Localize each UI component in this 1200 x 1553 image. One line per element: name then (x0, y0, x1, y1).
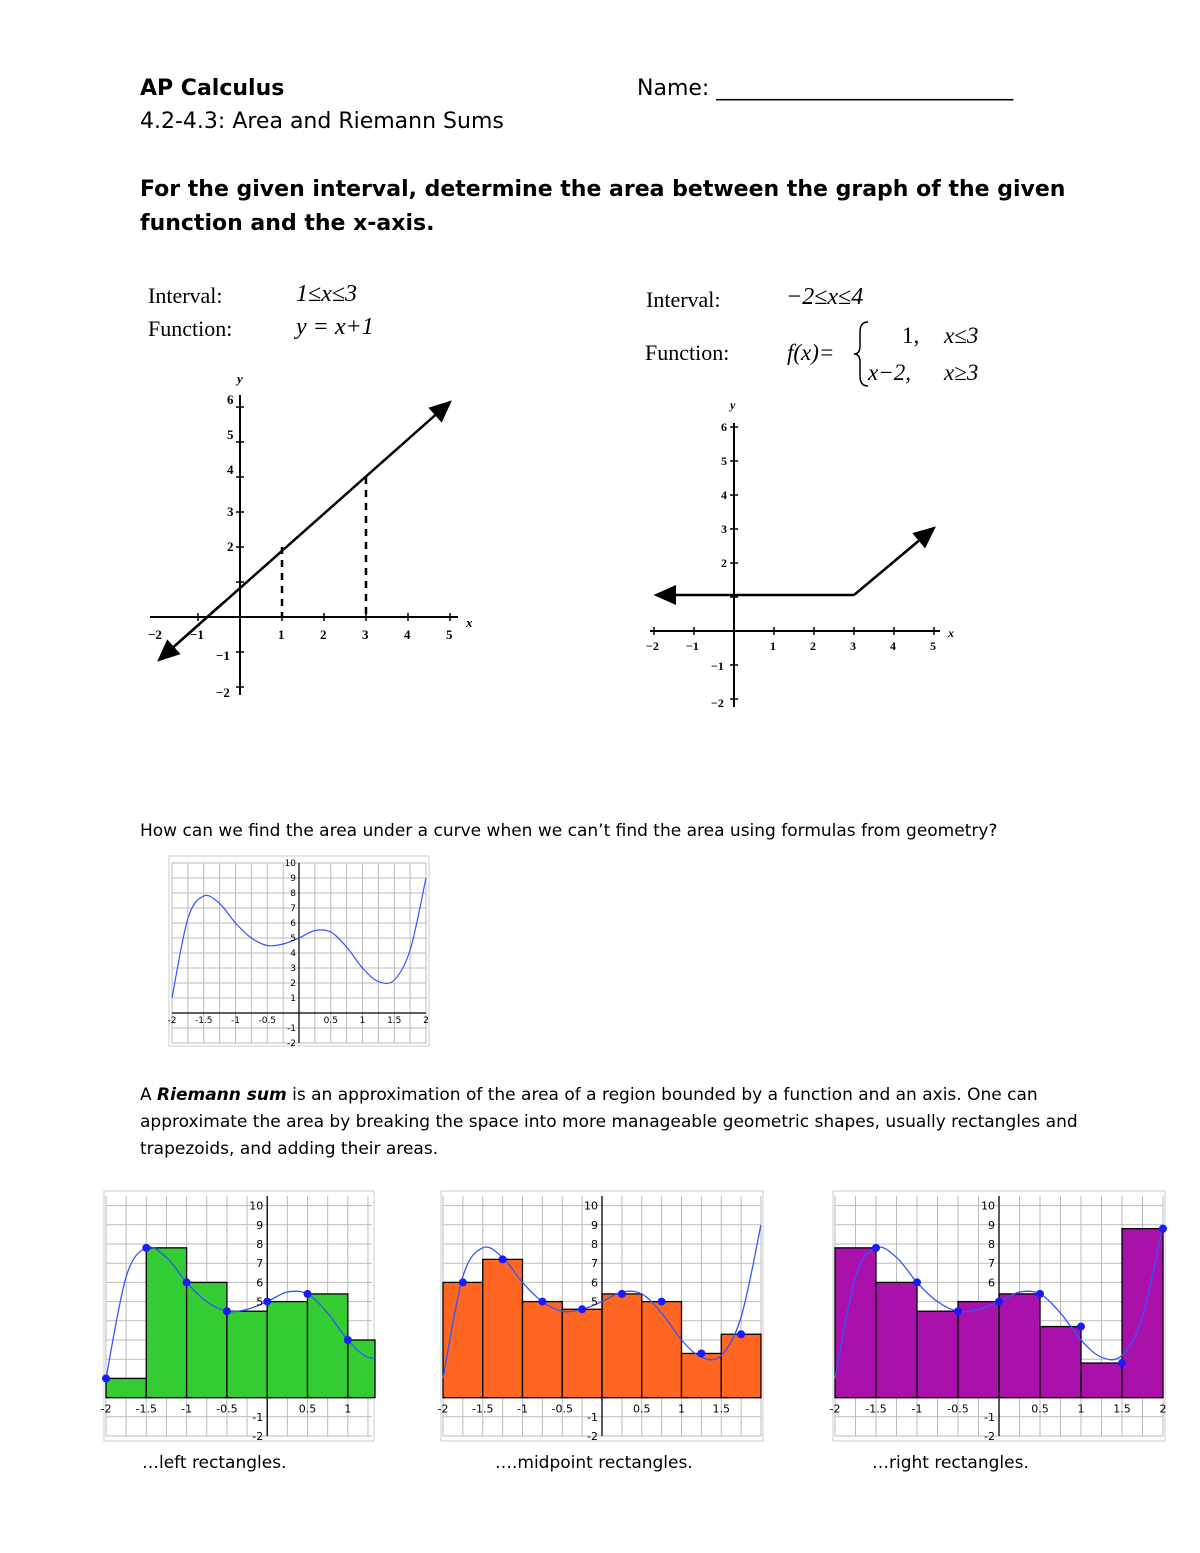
tick-y-5: 5 (721, 454, 727, 468)
x-tick-label: 0.5 (1031, 1402, 1049, 1416)
tick-y-neg2: −2 (711, 696, 724, 710)
tick-y-6: 6 (721, 420, 727, 434)
sample-point (995, 1298, 1003, 1306)
sample-point (658, 1298, 666, 1306)
tick-y-3: 3 (227, 504, 234, 519)
tick-y-3: 3 (721, 522, 727, 536)
p1-interval-value: 1≤x≤3 (296, 281, 357, 307)
x-tick-label: 1 (678, 1402, 685, 1416)
tick-y-neg1: −1 (711, 659, 724, 673)
y-tick-label: 8 (591, 1238, 598, 1251)
y-tick-label: 7 (591, 1257, 598, 1271)
sample-point (183, 1278, 191, 1286)
curve-chart (168, 855, 430, 1049)
y-tick-label: 10 (284, 859, 296, 869)
tick-x-2: 2 (320, 627, 327, 642)
section-title: 4.2-4.3: Area and Riemann Sums (140, 109, 504, 134)
sample-point (142, 1244, 150, 1252)
riemann-rectangle (682, 1353, 722, 1397)
sample-point (954, 1307, 962, 1315)
p2-piece1-cond: x≤3 (944, 323, 979, 348)
x-tick-label: 1.5 (1113, 1402, 1131, 1416)
y-tick-label: 1 (290, 994, 296, 1004)
tick-y-6: 6 (227, 392, 234, 407)
tick-x-2: 2 (810, 639, 816, 653)
y-axis-label: y (237, 371, 243, 386)
x-tick-label: 1.5 (387, 1016, 402, 1026)
x-tick-label: -2 (100, 1402, 112, 1416)
x-tick-label: 0.5 (323, 1016, 338, 1026)
riemann-rectangle (308, 1294, 348, 1398)
sample-point (538, 1298, 546, 1306)
x-tick-label: -1.5 (194, 1016, 213, 1026)
y-tick-label: -1 (984, 1410, 995, 1424)
question-text: How can we find the area under a curve when we can’t find the area using formulas from geometry? (140, 821, 998, 841)
x-tick-label: 0.5 (298, 1402, 317, 1416)
p2-piece2-value: x−2, (868, 360, 911, 385)
y-tick-label: 7 (290, 904, 296, 914)
x-tick-label: -0.5 (216, 1402, 238, 1416)
y-tick-label: 6 (290, 919, 296, 929)
left-rectangles-chart (100, 1190, 375, 1443)
sample-point (1159, 1225, 1167, 1233)
riemann-rectangle (146, 1248, 186, 1398)
sample-point (304, 1290, 312, 1298)
x-tick-label: -1.5 (135, 1402, 158, 1416)
y-tick-label: 10 (584, 1199, 598, 1213)
tick-x-neg2: −2 (148, 627, 162, 642)
x-tick-label: 1.5 (712, 1402, 730, 1416)
tick-y-neg1: −1 (216, 648, 230, 663)
x-axis-label: x (466, 615, 473, 630)
y-tick-label: -2 (984, 1430, 995, 1443)
riemann-rectangle (721, 1334, 761, 1397)
caption-right: …right rectangles. (872, 1453, 1029, 1473)
riemann-term: Riemann sum (157, 1085, 287, 1105)
sample-point (102, 1374, 110, 1382)
riemann-paragraph (140, 1082, 1080, 1163)
x-tick-label: 0.5 (633, 1402, 651, 1416)
sample-point (1077, 1323, 1085, 1331)
y-tick-label: 5 (290, 934, 296, 944)
riemann-rectangle (523, 1302, 563, 1398)
caption-mid: ….midpoint rectangles. (495, 1453, 693, 1473)
riemann-prefix: A (140, 1085, 158, 1105)
y-tick-label: -2 (252, 1430, 264, 1443)
x-tick-label: -1 (911, 1402, 923, 1416)
tick-x-4: 4 (404, 627, 411, 642)
sample-point (578, 1305, 586, 1313)
tick-x-3: 3 (362, 627, 369, 642)
y-tick-label: 4 (290, 949, 296, 959)
x-tick-label: -2 (829, 1402, 841, 1416)
y-tick-label: 6 (988, 1276, 995, 1290)
riemann-rectangle (1040, 1327, 1081, 1398)
x-tick-label: 2 (423, 1016, 429, 1026)
tick-y-2: 2 (721, 556, 727, 570)
x-tick-label: -0.5 (947, 1402, 969, 1416)
y-tick-label: 7 (256, 1257, 264, 1271)
riemann-rectangle (562, 1309, 602, 1397)
x-tick-label: -2 (437, 1402, 449, 1416)
riemann-rectangle (999, 1294, 1040, 1398)
sample-point (697, 1349, 705, 1357)
p2-interval-value: −2≤x≤4 (786, 284, 864, 310)
riemann-rest: is an approximation of the area of a region bounded by a function and an axis. One can approximate the area by breaking the space into more manageable geometric shapes, usually rectangles and trapezoids, and adding their areas. (140, 1085, 1078, 1159)
tick-x-neg1: −1 (190, 627, 204, 642)
riemann-rectangle (917, 1311, 958, 1397)
x-tick-label: -1 (517, 1402, 528, 1416)
riemann-rectangle (602, 1294, 642, 1398)
instructions: For the given interval, determine the area between the graph of the given function and the x-axis. (140, 177, 1066, 236)
tick-x-neg2: −2 (646, 639, 659, 653)
tick-y-4: 4 (227, 462, 234, 477)
p2-interval-label: Interval: (646, 287, 721, 312)
x-tick-label: -2 (167, 1016, 177, 1026)
course-title: AP Calculus (140, 76, 285, 101)
tick-y-5: 5 (227, 427, 234, 442)
riemann-rectangle (876, 1282, 917, 1397)
y-tick-label: 8 (988, 1238, 995, 1251)
sample-point (263, 1298, 271, 1306)
x-tick-label: -1 (231, 1016, 240, 1026)
riemann-rectangle (348, 1340, 375, 1398)
tick-x-1: 1 (278, 627, 285, 642)
tick-x-5: 5 (930, 639, 936, 653)
y-tick-label: 10 (981, 1199, 995, 1213)
sample-point (618, 1290, 626, 1298)
sample-point (459, 1278, 467, 1286)
p1-function-value: y = x+1 (296, 314, 374, 340)
riemann-rectangle (187, 1282, 227, 1397)
y-tick-label: 2 (290, 979, 296, 989)
p2-piece1-value: 1, (902, 323, 920, 348)
sample-point (499, 1255, 507, 1263)
y-tick-label: -2 (587, 1430, 598, 1443)
x-tick-label: 1 (359, 1016, 366, 1026)
midpoint-rectangles-chart (437, 1190, 764, 1443)
tick-y-2: 2 (227, 539, 234, 554)
y-tick-label: -1 (252, 1410, 264, 1424)
riemann-rectangle (483, 1259, 523, 1397)
x-tick-label: 1 (1077, 1402, 1085, 1416)
y-tick-label: 9 (290, 874, 296, 884)
sample-point (1118, 1359, 1126, 1367)
tick-x-neg1: −1 (686, 639, 699, 653)
tick-x-1: 1 (770, 639, 776, 653)
x-tick-label: -1.5 (865, 1402, 887, 1416)
p1-interval-label: Interval: (148, 283, 223, 308)
riemann-rectangle (267, 1302, 307, 1398)
y-axis-label: y (730, 398, 736, 412)
y-tick-label: 6 (256, 1276, 264, 1290)
riemann-rectangle (642, 1302, 682, 1398)
y-tick-label: 9 (256, 1218, 264, 1232)
y-tick-label: 8 (290, 889, 296, 899)
sample-point (913, 1278, 921, 1286)
caption-left: …left rectangles. (142, 1453, 287, 1473)
sample-point (1036, 1290, 1044, 1298)
tick-x-3: 3 (850, 639, 856, 653)
y-tick-label: 7 (988, 1257, 995, 1271)
riemann-rectangle (958, 1302, 999, 1398)
x-tick-label: 1 (344, 1402, 352, 1416)
p2-function-label: Function: (645, 340, 730, 365)
p1-graph (140, 365, 480, 715)
p2-function-name: f(x)= (787, 340, 835, 365)
sample-point (344, 1336, 352, 1344)
y-tick-label: 10 (249, 1199, 264, 1213)
y-tick-label: -2 (287, 1039, 296, 1049)
tick-x-5: 5 (446, 627, 453, 642)
p2-graph (640, 395, 980, 715)
y-tick-label: 3 (290, 964, 296, 974)
y-tick-label: 5 (591, 1295, 598, 1309)
riemann-rectangle (1081, 1363, 1122, 1398)
riemann-rectangle (106, 1378, 146, 1397)
x-tick-label: -0.5 (258, 1016, 277, 1026)
riemann-rectangle (835, 1248, 876, 1398)
tick-x-4: 4 (890, 639, 896, 653)
p2-piece2-line (854, 528, 934, 595)
riemann-rectangle (227, 1311, 267, 1397)
y-tick-label: 6 (591, 1276, 598, 1290)
y-tick-label: 9 (591, 1218, 598, 1232)
y-tick-label: 9 (988, 1218, 995, 1232)
name-field[interactable]: Name: ___________________________ (637, 76, 1014, 101)
y-tick-label: -1 (287, 1024, 296, 1034)
x-tick-label: 2 (1159, 1402, 1167, 1416)
x-tick-label: -1 (181, 1402, 193, 1416)
tick-y-4: 4 (721, 488, 727, 502)
y-tick-label: 8 (256, 1238, 264, 1251)
x-axis-label: x (948, 626, 954, 640)
y-tick-label: 5 (256, 1295, 264, 1309)
x-tick-label: -0.5 (551, 1402, 573, 1416)
y-tick-label: -1 (587, 1410, 598, 1424)
sample-point (872, 1244, 880, 1252)
sample-point (223, 1307, 231, 1315)
riemann-rectangle (443, 1282, 483, 1397)
p1-function-label: Function: (148, 316, 233, 341)
x-tick-label: -1.5 (472, 1402, 494, 1416)
sample-point (737, 1330, 745, 1338)
right-rectangles-chart (829, 1190, 1167, 1443)
p2-piece2-cond: x≥3 (944, 360, 979, 385)
tick-y-neg2: −2 (216, 685, 230, 700)
